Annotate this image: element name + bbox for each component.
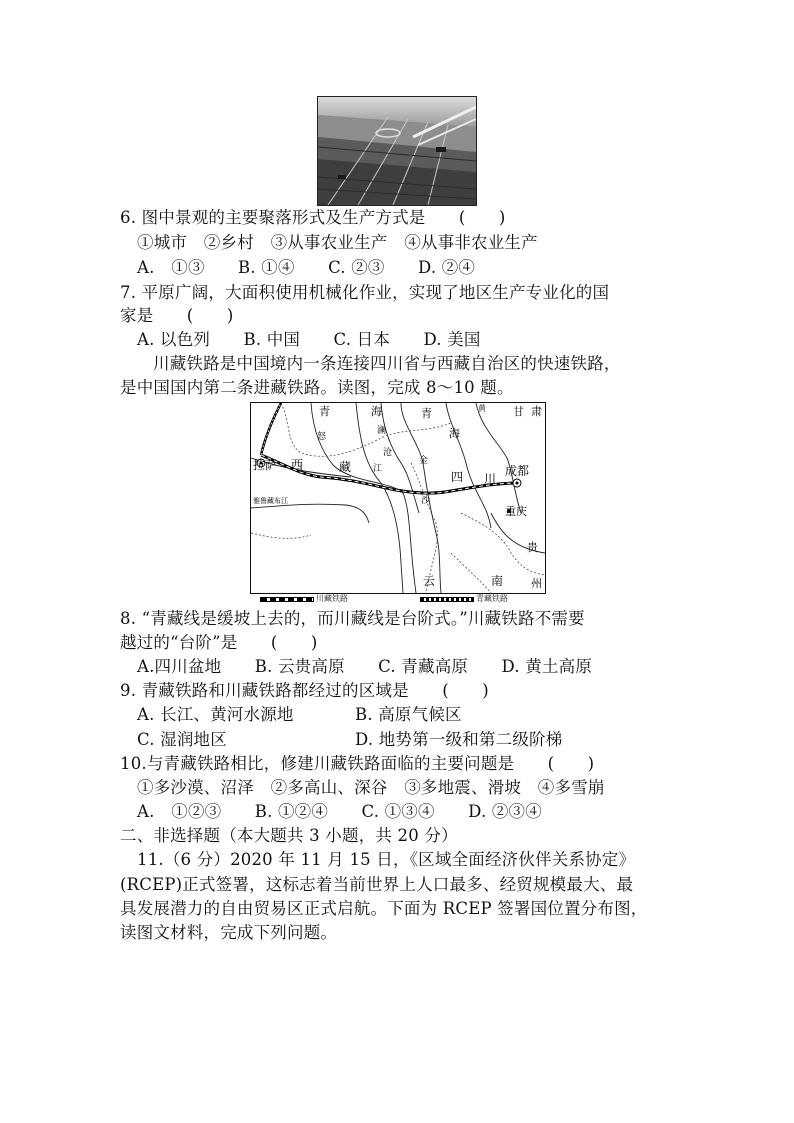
map-label-chengdu: 成都 xyxy=(505,464,530,478)
intro-line2: 是中国国内第二条进藏铁路。读图，完成 8～10 题。 xyxy=(120,378,514,397)
q8-stem-line2: 越过的“台阶”是 ( ) xyxy=(120,633,318,652)
qingzang-legend-symbol xyxy=(420,597,474,602)
q9-option-d: D. 地势第一级和第二级阶梯 xyxy=(355,730,563,749)
q10-items: ①多沙漠、沼泽 ②多高山、深谷 ③多地震、滑坡 ④多雪崩 xyxy=(137,778,605,797)
q9-stem: 9. 青藏铁路和川藏铁路都经过的区域是 ( ) xyxy=(120,681,489,700)
farmland-aerial-photo xyxy=(317,96,477,206)
q11-line4: 读图文材料，完成下列问题。 xyxy=(120,923,338,942)
map-label-si: 四 xyxy=(451,470,464,484)
section-2-heading: 二、非选择题（本大题共 3 小题，共 20 分） xyxy=(120,826,458,845)
map-label-yellow-river: 黄 xyxy=(478,404,486,413)
q8-options: A.四川盆地 B. 云贵高原 C. 青藏高原 D. 黄土高原 xyxy=(137,657,593,676)
q7-stem-line1: 7. 平原广阔，大面积使用机械化作业，实现了地区生产专业化的国 xyxy=(120,283,610,302)
q6-stem: 6. 图中景观的主要聚落形式及生产方式是 ( ) xyxy=(120,208,506,227)
map-label-xi: 西 xyxy=(291,458,304,472)
map-legend xyxy=(250,592,546,605)
map-label-gansu-su: 肃 xyxy=(531,405,542,418)
q7-options: A. 以色列 B. 中国 C. 日本 D. 美国 xyxy=(137,330,481,349)
sichuan-tibet-railway-map xyxy=(250,402,546,594)
map-label-lan: 澜 xyxy=(377,426,387,436)
map-label-sha: 沙 xyxy=(421,496,431,506)
chuanzang-legend-symbol xyxy=(260,597,314,602)
q7-stem-line2: 家是 ( ) xyxy=(120,306,234,325)
map-label-cang: 沧 xyxy=(383,448,393,458)
map-label-jin: 金 xyxy=(419,456,429,466)
map-label-hai2: 海 xyxy=(449,427,460,440)
map-label-zhou: 州 xyxy=(531,577,542,590)
map-label-yarlung: 雅鲁藏布江 xyxy=(253,497,288,505)
map-label-gansu-gan: 甘 xyxy=(513,405,524,418)
rivers xyxy=(251,403,545,593)
chuanzang-legend-label: 川藏铁路 xyxy=(316,594,348,603)
map-label-hai1: 海 xyxy=(371,405,382,418)
qingzang-railway-line xyxy=(261,403,281,455)
q11-line3: 具发展潜力的自由贸易区正式启航。下面为 RCEP 签署国位置分布图， xyxy=(120,899,648,918)
map-label-yun: 云 xyxy=(423,574,436,588)
map-label-zang: 藏 xyxy=(339,460,352,474)
q9-option-c: C. 湿润地区 xyxy=(137,730,227,749)
q10-options: A. ①②③ B. ①②④ C. ①③④ D. ②③④ xyxy=(137,802,542,821)
map-label-chongqing: 重庆 xyxy=(505,505,527,518)
map-label-gui: 贵 xyxy=(527,541,538,554)
q11-line2: (RCEP)正式签署，这标志着当前世界上人口最多、经贸规模最大、最 xyxy=(120,875,634,894)
q8-stem-line1: 8. “青藏线是缓坡上去的，而川藏线是台阶式。”川藏铁路不需要 xyxy=(120,609,585,628)
q6-items: ①城市 ②乡村 ③从事农业生产 ④从事非农业生产 xyxy=(137,233,538,252)
map-label-nu: 怒 xyxy=(317,432,327,442)
map-label-lasa: 拉萨 xyxy=(253,458,278,472)
map-label-qing2: 青 xyxy=(421,407,432,420)
qingzang-legend-label: 青藏铁路 xyxy=(476,594,508,603)
q6-options: A. ①③ B. ①④ C. ②③ D. ②④ xyxy=(137,258,476,277)
province-borders xyxy=(251,403,545,593)
q9-option-b: B. 高原气候区 xyxy=(355,705,462,724)
map-label-jiang: 江 xyxy=(373,464,383,474)
map-label-qing1: 青 xyxy=(319,405,330,418)
intro-line1: 川藏铁路是中国境内一条连接四川省与西藏自治区的快速铁路， xyxy=(153,354,621,373)
q10-stem: 10.与青藏铁路相比，修建川藏铁路面临的主要问题是 ( ) xyxy=(120,754,595,773)
q9-option-a: A. 长江、黄河水源地 xyxy=(137,705,294,724)
q11-line1: 11.（6 分）2020 年 11 月 15 日，《区域全面经济伙伴关系协定》 xyxy=(137,850,636,869)
map-label-chuan: 川 xyxy=(484,472,497,486)
map-label-nan: 南 xyxy=(491,574,504,588)
